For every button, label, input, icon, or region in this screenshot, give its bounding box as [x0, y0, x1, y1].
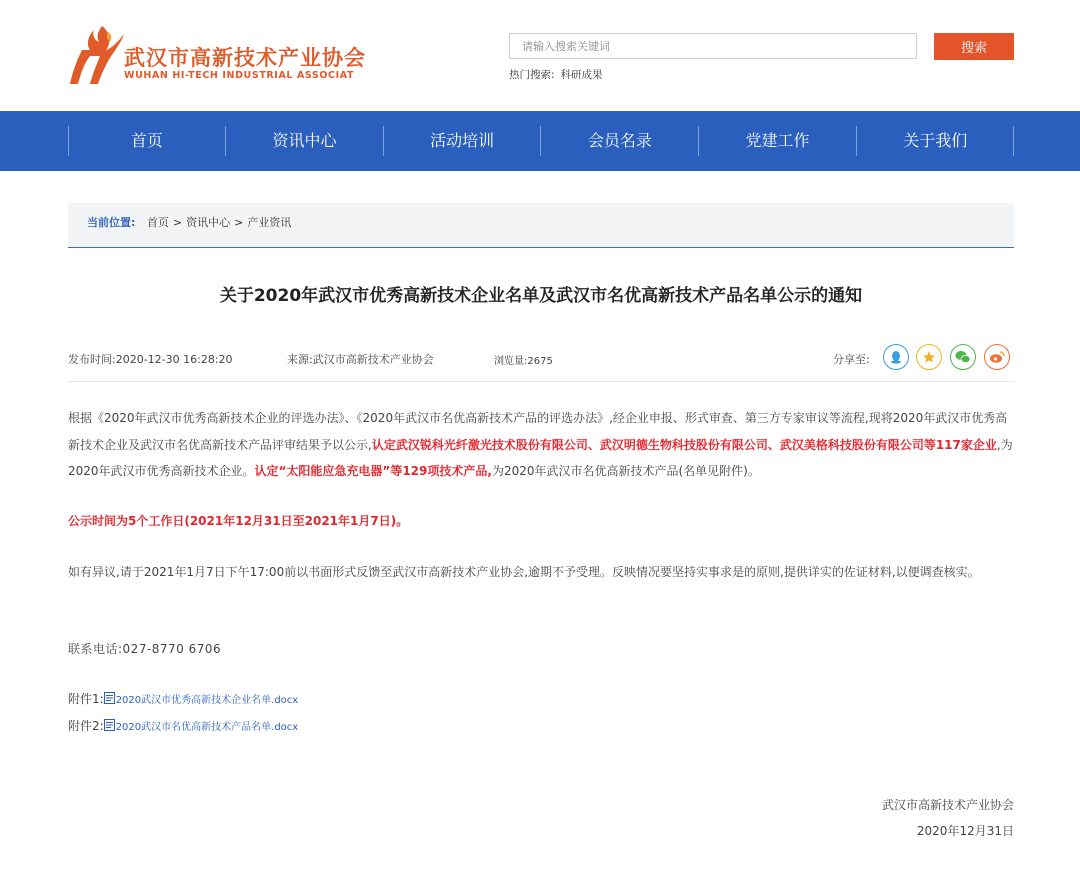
contact-phone: 联系电话:027-8770 6706 [68, 642, 222, 656]
wechat-icon[interactable] [950, 344, 976, 370]
hot-search [509, 67, 603, 82]
breadcrumb [68, 203, 1014, 248]
article-paragraph-2: 公示时间为5个工作日(2021年12月31日至2021年1月7日)。 [68, 514, 409, 528]
logo-text-en: WUHAN HI-TECH INDUSTRIAL ASSOCIAT [124, 70, 355, 81]
meta-divider [68, 381, 1014, 382]
p1-text-e: 为2020年武汉市名优高新技术产品(名单见附件)。 [491, 464, 760, 478]
article-paragraph-3: 如有异议,请于2021年1月7日下午17:00前以书面形式反馈至武汉市高新技术产业协会,逾期不予受理。反映情况要坚持实事求是的原则,提供详实的佐证材料,以便调查核实。 [68, 565, 980, 579]
weibo-icon[interactable] [984, 344, 1010, 370]
p1-highlight-products: 认定“太阳能应急充电器”等129项技术产品, [254, 464, 492, 478]
article-paragraph-1 [68, 405, 1014, 485]
p1-highlight-companies: 认定武汉锐科光纤激光技术股份有限公司、武汉明德生物科技股份有限公司、武汉美格科技股份有限公司等117家企业 [371, 437, 997, 452]
nav-item-news[interactable]: 资讯中心 [272, 131, 337, 150]
breadcrumb-news[interactable]: 资讯中心 [186, 216, 231, 229]
nav-item-members[interactable]: 会员名录 [587, 131, 652, 150]
hot-search-label: 热门搜索: [509, 69, 555, 81]
article-source: 来源:武汉市高新技术产业协会 [287, 353, 434, 366]
publish-time: 发布时间:2020-12-30 16:28:20 [68, 353, 233, 366]
nav-item-training[interactable]: 活动培训 [430, 131, 495, 150]
attachment-label: 附件1: [68, 692, 104, 706]
article-title: 关于2020年武汉市优秀高新技术企业名单及武汉市名优高新技术产品名单公示的通知 [219, 286, 863, 306]
main-nav [0, 111, 1080, 171]
signature-date: 2020年12月31日 [916, 824, 1014, 838]
attachment-label: 附件2: [68, 719, 104, 733]
document-icon [104, 692, 115, 704]
nav-item-party[interactable]: 党建工作 [745, 131, 810, 150]
attachment-2 [68, 717, 298, 734]
breadcrumb-industry[interactable]: 产业资讯 [247, 216, 292, 229]
breadcrumb-home[interactable]: 首页 [146, 216, 169, 229]
breadcrumb-label: 当前位置: [87, 216, 136, 229]
site-logo[interactable] [68, 22, 366, 88]
nav-item-about[interactable]: 关于我们 [903, 131, 968, 150]
search-button[interactable]: 搜索 [934, 33, 1014, 60]
breadcrumb-separator: > [172, 216, 183, 229]
attachment-1 [68, 690, 298, 707]
breadcrumb-separator: > [234, 216, 244, 229]
p1-text-c: ,为2020年武汉市优秀高新技术企业。 [68, 437, 1013, 478]
view-count: 浏览量:2675 [494, 356, 553, 367]
signature-org: 武汉市高新技术产业协会 [881, 798, 1014, 812]
site-header [0, 0, 1080, 111]
logo-text-cn: 武汉市高新技术产业协会 [124, 46, 366, 70]
document-icon [104, 719, 115, 731]
attachment-link[interactable]: 2020武汉市优秀高新技术企业名单.docx [115, 695, 299, 706]
hot-search-item[interactable]: 科研成果 [560, 69, 603, 81]
logo-flame-icon [68, 22, 126, 88]
attachment-link[interactable]: 2020武汉市名优高新技术产品名单.docx [115, 722, 299, 733]
qzone-icon[interactable] [916, 344, 942, 370]
share-label: 分享至: [833, 353, 870, 366]
p1-text-a: 根据《2020年武汉市优秀高新技术企业的评选办法》、《2020年武汉市名优高新技术产品的评选办法》,经企业申报、形式审查、第三方专家审议等流程,现将2020年武汉市优秀高新技术企业及武汉市名优高新技术产品评审结果予以公示, [68, 411, 1008, 452]
nav-item-home[interactable]: 首页 [130, 131, 163, 150]
search-input[interactable] [509, 33, 917, 59]
qq-icon[interactable] [883, 344, 909, 370]
